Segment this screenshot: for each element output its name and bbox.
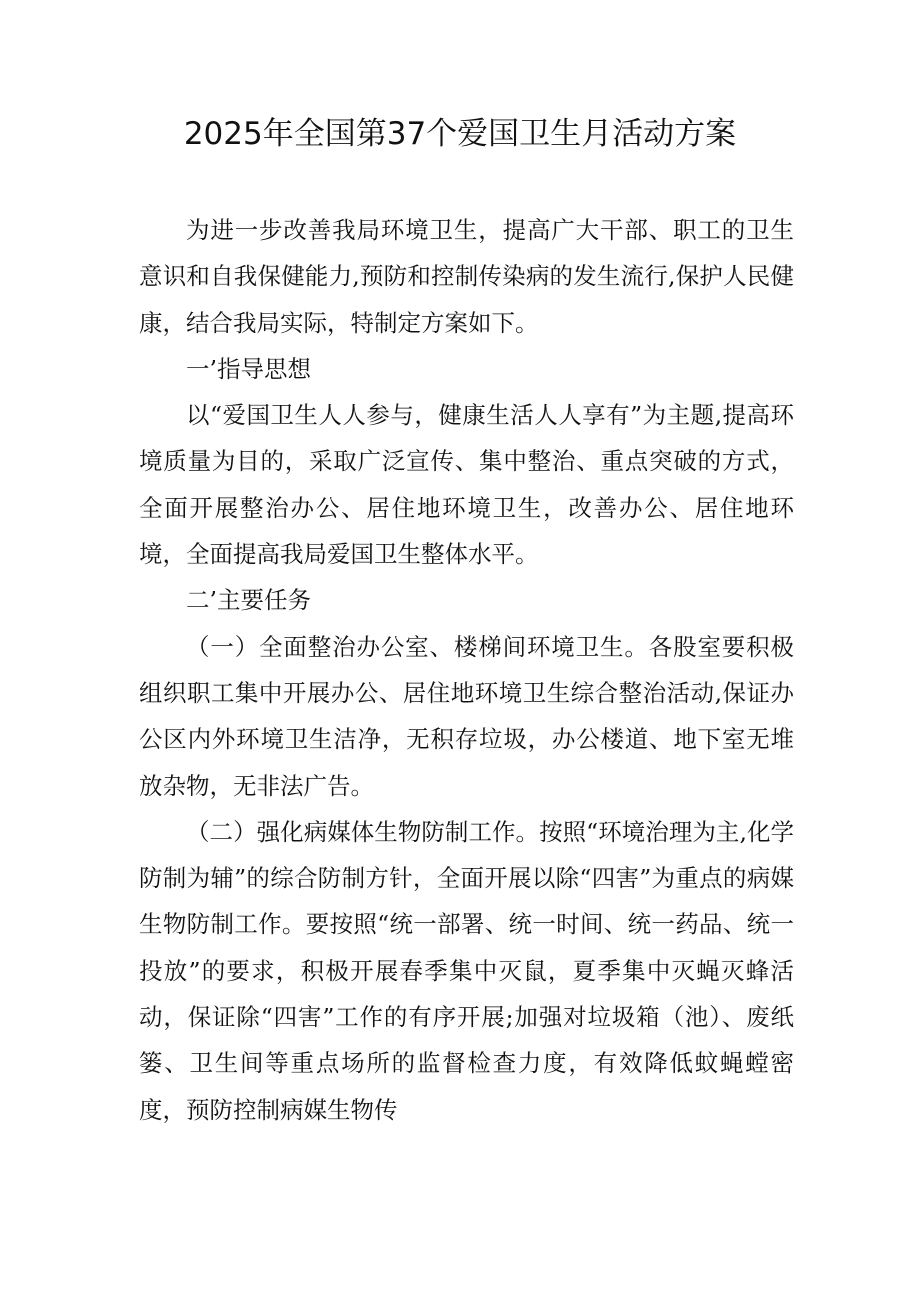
document-body — [139, 207, 794, 1133]
document-title: 2025年全国第37个爱国卫生月活动方案 — [183, 116, 737, 152]
intro-paragraph: 为进一步改善我局环境卫生，提高广大干部、职工的卫生意识和自我保健能力,预防和控制传染病的发生流行,保护人民健康，结合我局实际，特制定方案如下。 — [139, 216, 794, 337]
section-heading-main-tasks: 二’主要任务 — [186, 586, 311, 615]
task-two-paragraph: （二）强化病媒体生物防制工作。按照“环境治理为主,化学防制为辅”的综合防制方针，全面开展以除“四害”为重点的病媒生物防制工作。要按照“统一部署、统一时间、统一药品、统一投放”的要求，积极开展春季集中灭鼠，夏季集中灭蝇灭蜂活动，保证除“四害”工作的有序开展;加强对垃圾箱（池）、废纸篓、卫生间等重点场所的监督检查力度，有效降低蚊蝇螳密度，预防控制病媒生物传 — [139, 817, 794, 1124]
guiding-ideology-paragraph: 以“爱国卫生人人参与，健康生活人人享有”为主题,提高环境质量为目的，采取广泛宣传、集中整治、重点突破的方式，全面开展整治办公、居住地环境卫生，改善办公、居住地环境，全面提高我局爱国卫生整体水平。 — [139, 401, 794, 569]
task-one-paragraph: （一）全面整治办公室、楼梯间环境卫生。各股室要积极组织职工集中开展办公、居住地环境卫生综合整治活动,保证办公区内外环境卫生洁净，无积存垃圾，办公楼道、地下室无堆放杂物，无非法广告。 — [139, 632, 794, 800]
section-heading-guiding-ideology: 一’指导思想 — [186, 354, 311, 383]
